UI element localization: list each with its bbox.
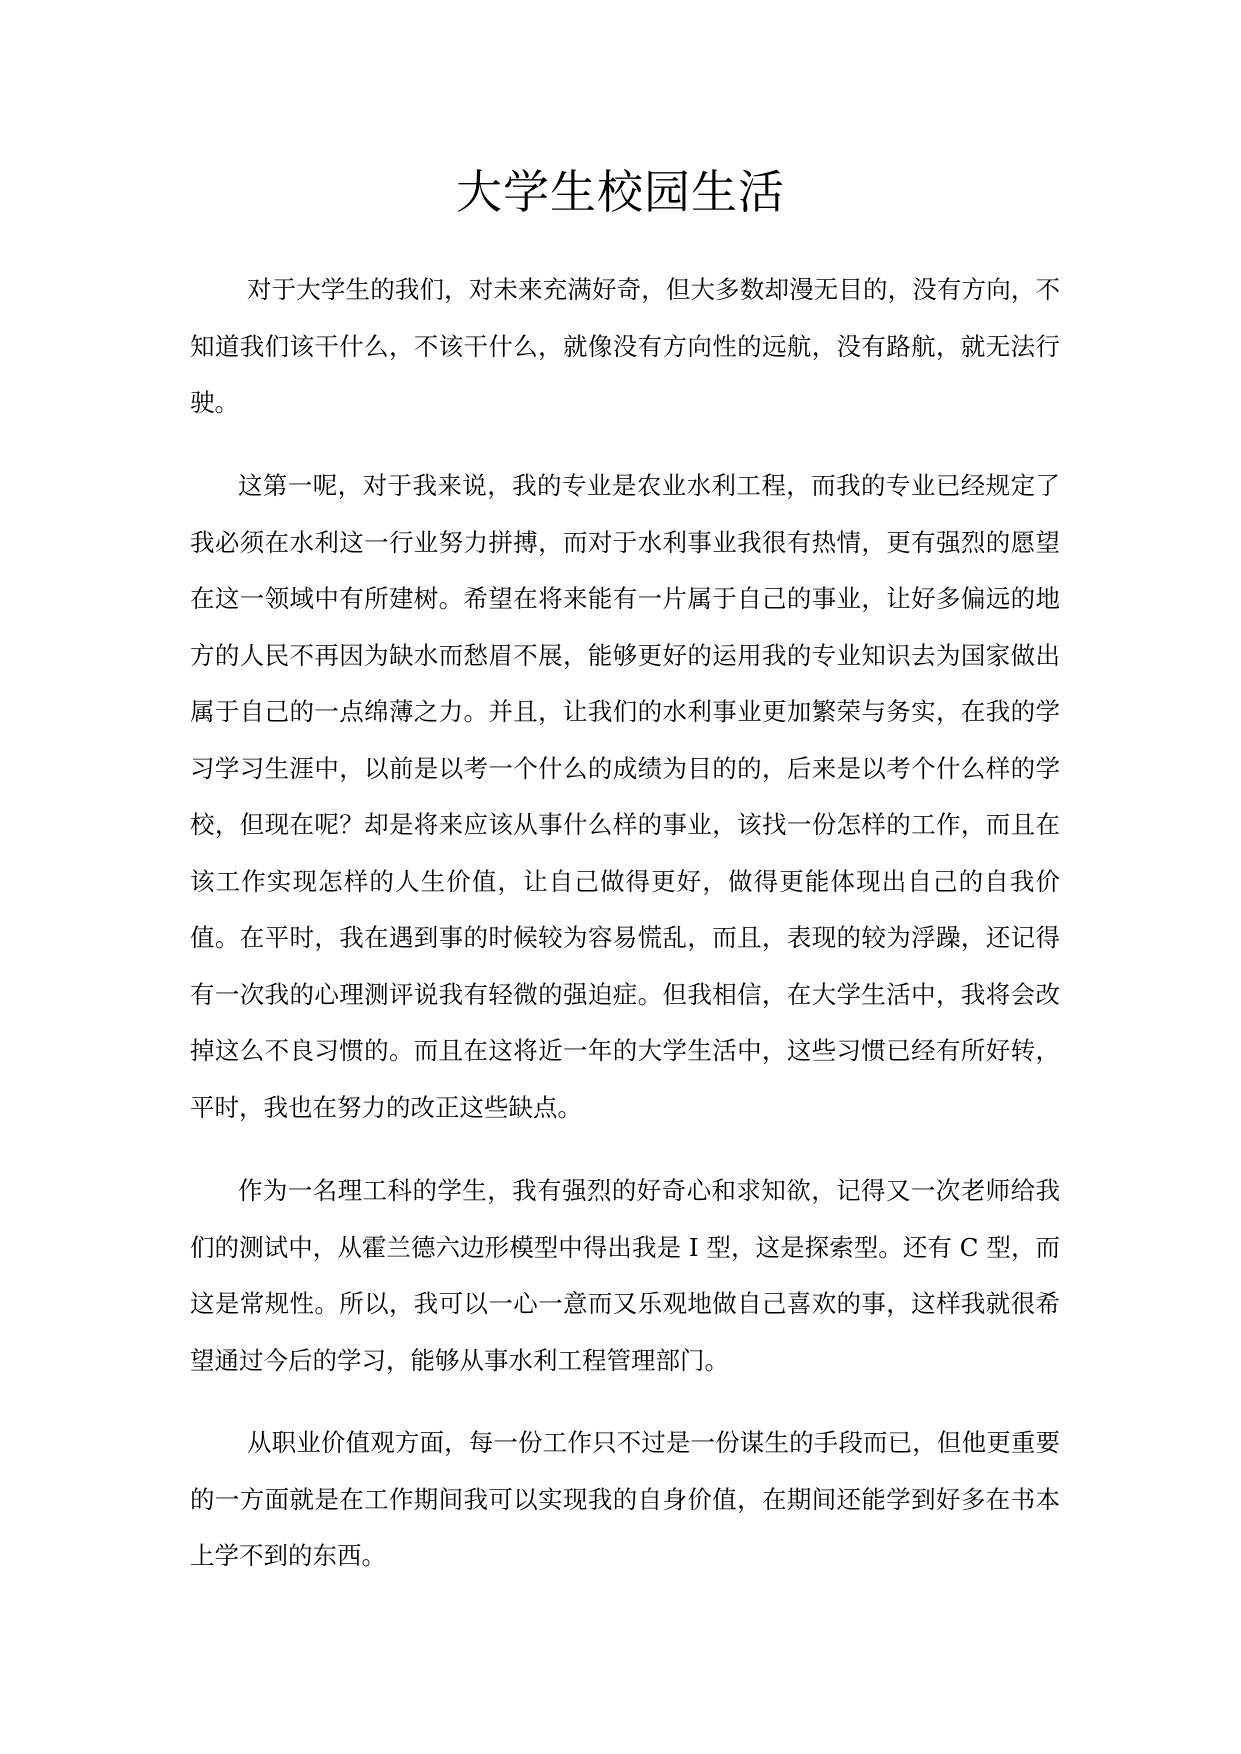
document-title: 大学生校园生活 [456,165,785,219]
paragraph-4: 从职业价值观方面，每一份工作只不过是一份谋生的手段而已，但他更重要的一方面就是在工作期间我可以实现我的自身价值，在期间还能学到好多在书本上学不到的东西。 [190,1428,1060,1570]
paragraph-1: 对于大学生的我们，对未来充满好奇，但大多数却漫无目的，没有方向，不知道我们该干什么，不该干什么，就像没有方向性的远航，没有路航，就无法行驶。 [190,275,1060,417]
paragraph-2: 这第一呢，对于我来说，我的专业是农业水利工程，而我的专业已经规定了我必须在水利这一行业努力拼搏，而对于水利事业我很有热情，更有强烈的愿望在这一领域中有所建树。希望在将来能有一片属于自己的事业，让好多偏远的地方的人民不再因为缺水而愁眉不展，能够更好的运用我的专业知识去为国家做出属于自己的一点绵薄之力。并且，让我们的水利事业更加繁荣与务实，在我的学习学习生涯中，以前是以考一个什么的成绩为目的的，后来是以考个什么样的学校，但现在呢？却是将来应该从事什么样的事业，该找一份怎样的工作，而且在该工作实现怎样的人生价值，让自己做得更好，做得更能体现出自己的自我价值。在平时，我在遇到事的时候较为容易慌乱，而且，表现的较为浮躁，还记得有一次我的心理测评说我有轻微的强迫症。但我相信，在大学生活中，我将会改掉这么不良习惯的。而且在这将近一年的大学生活中，这些习惯已经有所好转，平时，我也在努力的改正这些缺点。 [190,471,1060,1122]
paragraph-3: 作为一名理工科的学生，我有强烈的好奇心和求知欲，记得又一次老师给我们的测试中，从霍兰德六边形模型中得出我是 I 型，这是探索型。还有 C 型，而这是常规性。所以，我可以一心一意而又乐观地做自己喜欢的事，这样我就很希望通过今后的学习，能够从事水利工程管理部门。 [190,1176,1060,1375]
